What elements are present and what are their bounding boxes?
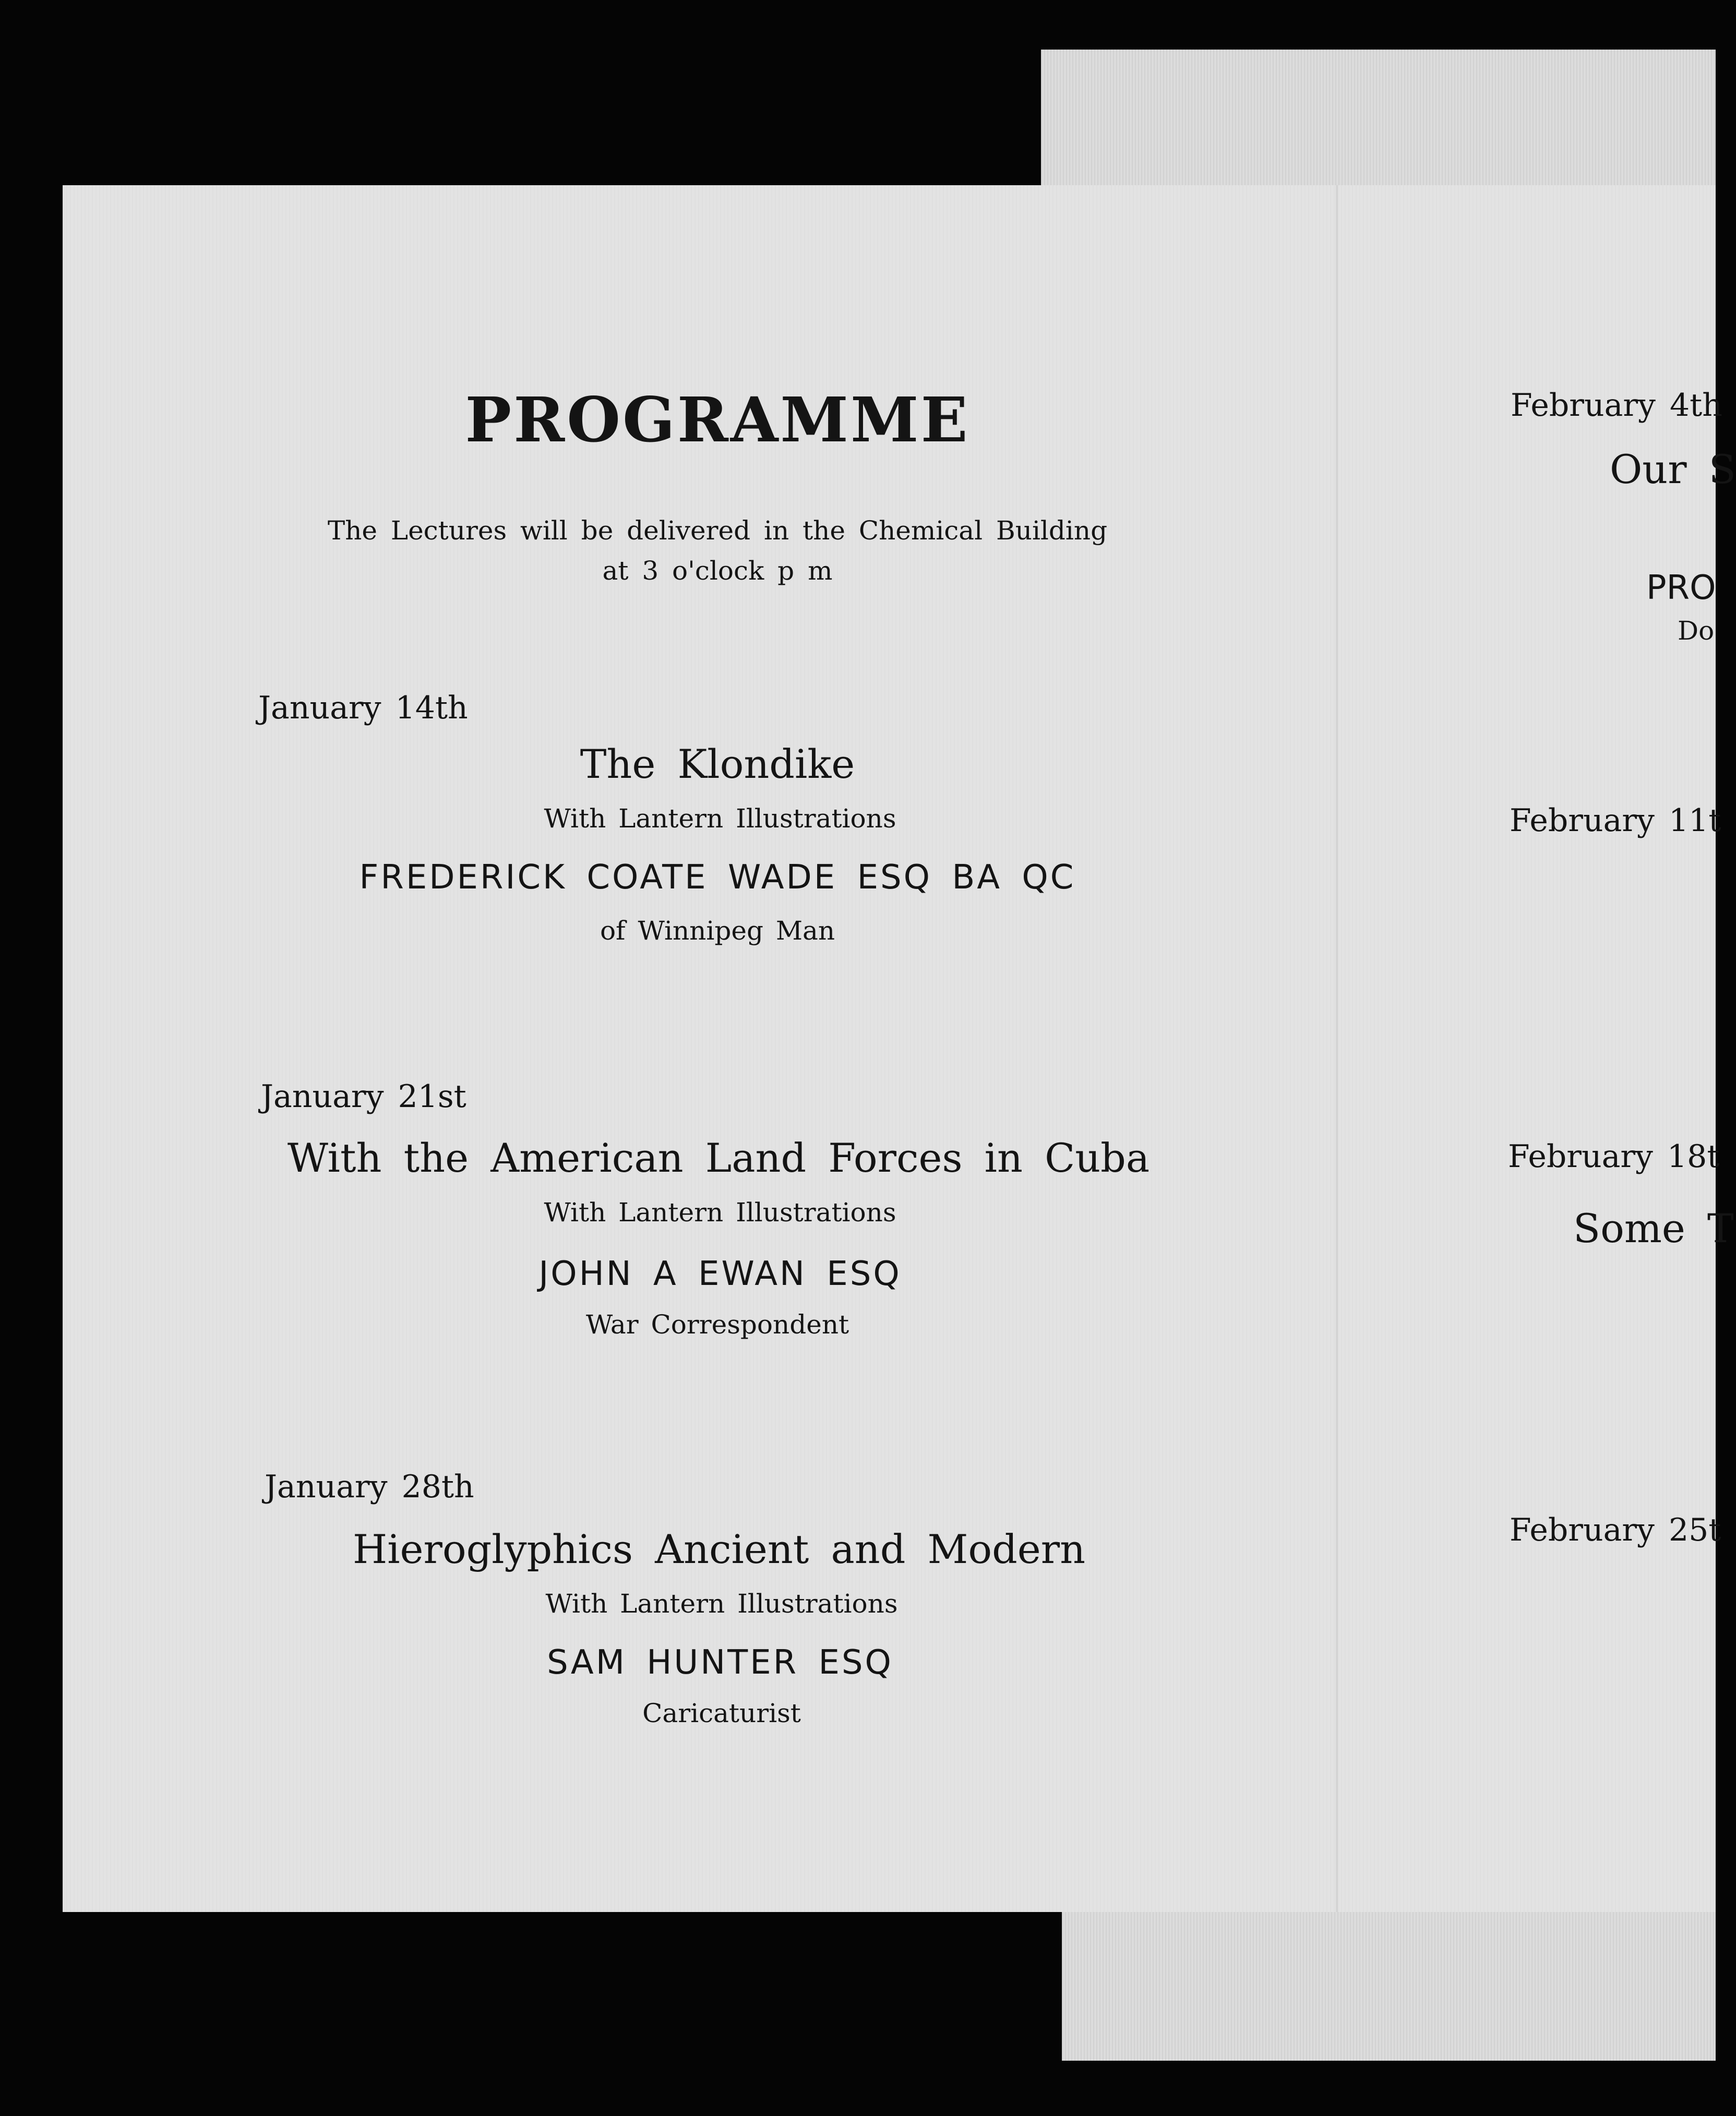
right-date-2: February 11t bbox=[1510, 802, 1721, 839]
intro-line-2: at 3 o'clock p m bbox=[602, 556, 833, 586]
lecture-3-title: Hieroglyphics Ancient and Modern bbox=[352, 1526, 1086, 1572]
page-title: PROGRAMME bbox=[465, 383, 970, 456]
lecture-3-note: Caricaturist bbox=[642, 1698, 801, 1728]
lecture-2-illustrations: With Lantern Illustrations bbox=[544, 1197, 896, 1228]
right-title-1: Our S bbox=[1610, 446, 1736, 492]
right-date-1: February 4th bbox=[1511, 387, 1722, 424]
right-title-3: Some T bbox=[1573, 1205, 1734, 1252]
lecture-1-illustrations: With Lantern Illustrations bbox=[544, 803, 896, 834]
back-sheet-bottom-edge bbox=[1062, 1904, 1716, 2061]
right-speaker-1: PRO bbox=[1646, 569, 1716, 607]
back-sheet-top-edge bbox=[1041, 50, 1716, 196]
right-date-4: February 25t bbox=[1510, 1512, 1721, 1548]
lecture-3-illustrations: With Lantern Illustrations bbox=[545, 1589, 898, 1619]
lecture-2-date: January 21st bbox=[261, 1078, 466, 1115]
right-date-3: February 18t bbox=[1508, 1138, 1720, 1175]
lecture-3-speaker: SAM HUNTER ESQ bbox=[547, 1643, 893, 1682]
lecture-1-speaker: FREDERICK COATE WADE ESQ BA QC bbox=[359, 858, 1076, 897]
lecture-1-title: The Klondike bbox=[580, 741, 855, 787]
lecture-2-note: War Correspondent bbox=[585, 1309, 849, 1340]
intro-line-1: The Lectures will be delivered in the Chemical Building bbox=[327, 515, 1108, 546]
lecture-1-note: of Winnipeg Man bbox=[600, 916, 835, 946]
lecture-1-date: January 14th bbox=[258, 690, 468, 726]
lecture-2-title: With the American Land Forces in Cuba bbox=[287, 1135, 1150, 1181]
right-note-1: Do bbox=[1678, 616, 1715, 646]
fold-line bbox=[1336, 185, 1338, 1912]
lecture-3-date: January 28th bbox=[265, 1469, 474, 1505]
lecture-2-speaker: JOHN A EWAN ESQ bbox=[538, 1255, 902, 1293]
